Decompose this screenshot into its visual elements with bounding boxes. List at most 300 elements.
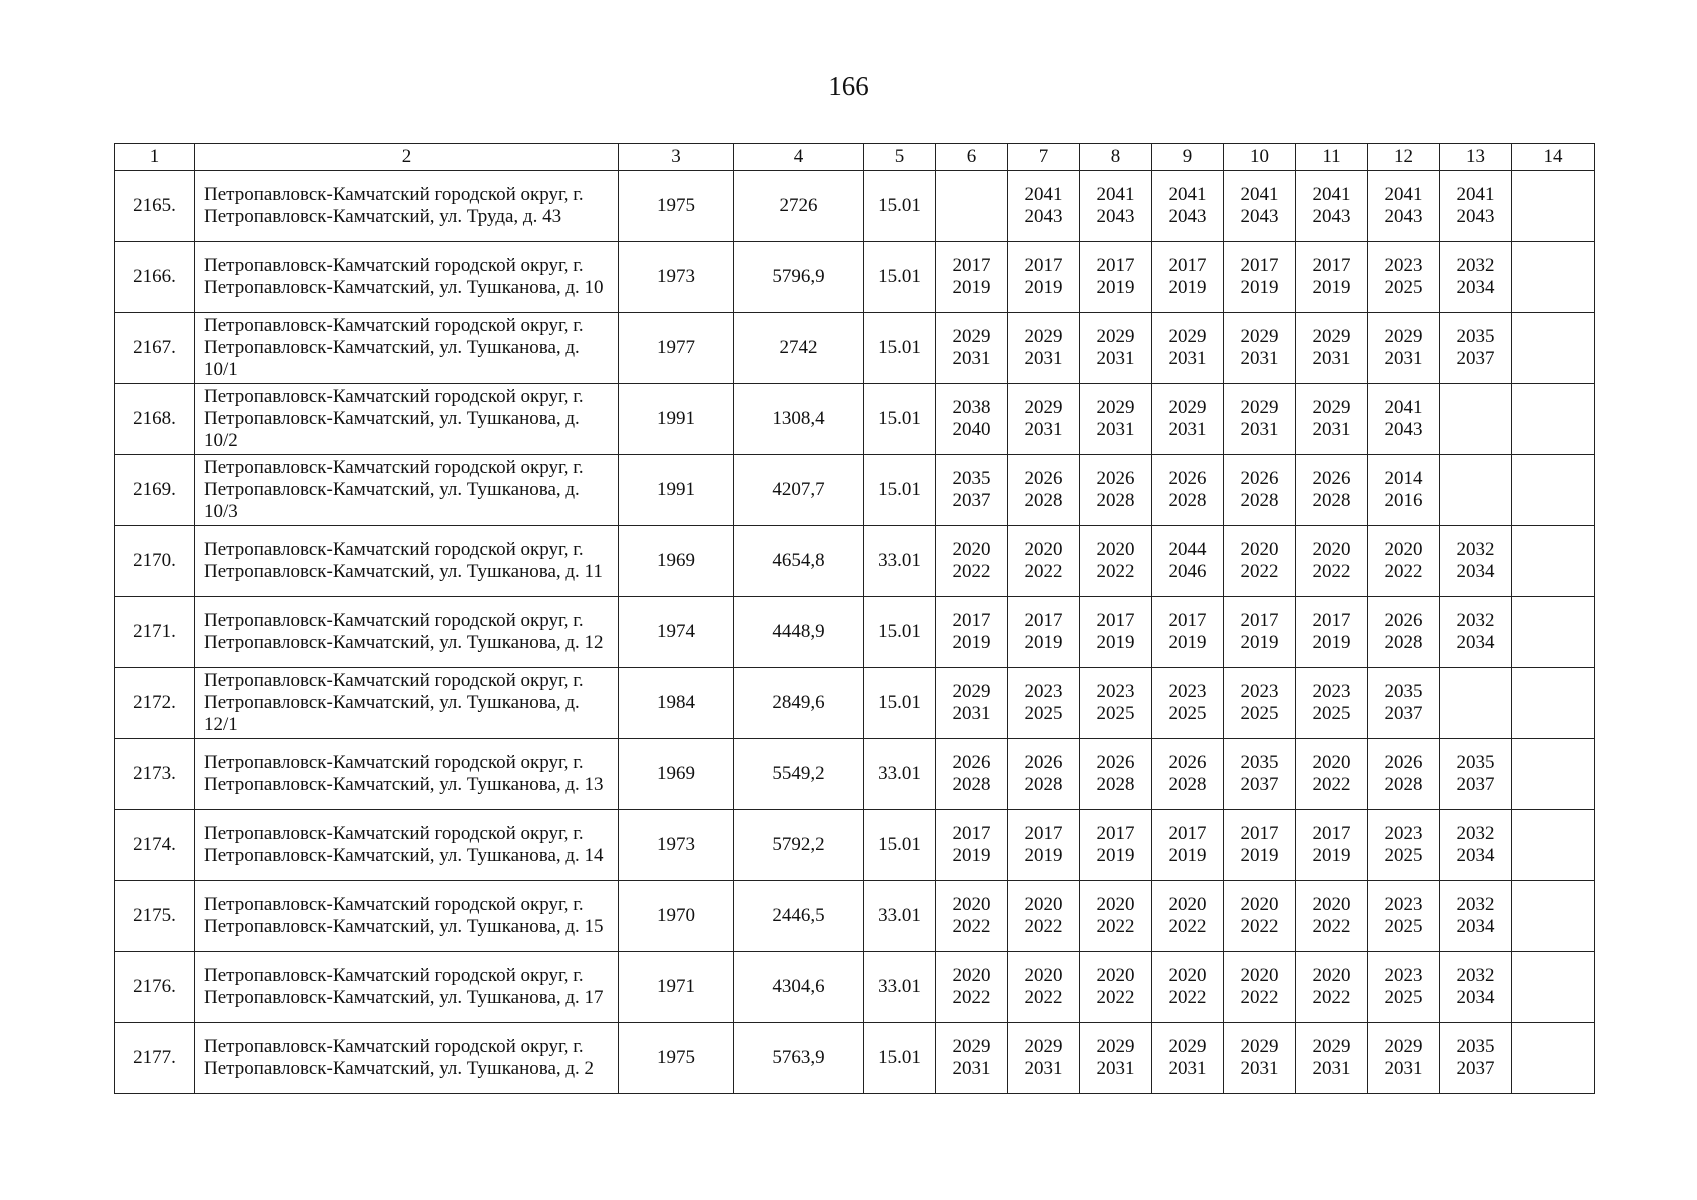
build-year-cell: 1970 — [619, 881, 734, 952]
period-end-year: 2040 — [952, 419, 991, 440]
row-number-cell: 2168. — [115, 384, 195, 455]
area-cell: 5763,9 — [734, 1023, 864, 1094]
period-end-year: 2043 — [1096, 206, 1135, 227]
build-year-cell: 1974 — [619, 597, 734, 668]
period-end-year: 2028 — [1384, 774, 1423, 795]
period-start-year: 2020 — [1312, 539, 1351, 560]
period-cell — [1296, 597, 1368, 668]
period-start-year: 2041 — [1312, 184, 1351, 205]
build-year-cell: 1973 — [619, 810, 734, 881]
period-cell — [1008, 597, 1080, 668]
period-end-year: 2022 — [1096, 561, 1135, 582]
period-cell — [1224, 810, 1296, 881]
code-cell: 15.01 — [864, 242, 936, 313]
period-end-year: 2022 — [1312, 987, 1351, 1008]
period-start-year: 2023 — [1168, 681, 1207, 702]
period-end-year: 2019 — [952, 845, 991, 866]
period-start-year: 2020 — [952, 539, 991, 560]
address-cell: Петропавловск-Камчатский городской округ, г. Петропавловск-Камчатский, ул. Тушканова, д. 12 — [195, 597, 619, 668]
period-start-year: 2017 — [1312, 255, 1351, 276]
period-start-year: 2017 — [1168, 823, 1207, 844]
column-number-header: 13 — [1440, 144, 1512, 171]
period-cell — [1296, 810, 1368, 881]
address-cell: Петропавловск-Камчатский городской округ, г. Петропавловск-Камчатский, ул. Тушканова, д. 10 — [195, 242, 619, 313]
period-start-year: 2023 — [1240, 681, 1279, 702]
period-cell — [1152, 810, 1224, 881]
period-cell — [1008, 881, 1080, 952]
code-cell: 15.01 — [864, 597, 936, 668]
build-year-cell: 1975 — [619, 1023, 734, 1094]
address-cell: Петропавловск-Камчатский городской округ, г. Петропавловск-Камчатский, ул. Тушканова, д. 17 — [195, 952, 619, 1023]
period-start-year: 2029 — [1096, 397, 1135, 418]
period-end-year: 2031 — [1096, 419, 1135, 440]
row-number-cell: 2176. — [115, 952, 195, 1023]
period-cell — [1152, 526, 1224, 597]
period-cell — [1368, 1023, 1440, 1094]
build-year-cell: 1969 — [619, 526, 734, 597]
period-end-year: 2022 — [1240, 987, 1279, 1008]
period-cell — [1080, 1023, 1152, 1094]
period-end-year: 2022 — [1312, 561, 1351, 582]
address-cell: Петропавловск-Камчатский городской округ, г. Петропавловск-Камчатский, ул. Труда, д. 43 — [195, 171, 619, 242]
period-start-year: 2029 — [1384, 326, 1423, 347]
period-end-year: 2028 — [1024, 774, 1063, 795]
period-cell — [1080, 313, 1152, 384]
period-cell — [1296, 952, 1368, 1023]
period-end-year: 2034 — [1456, 845, 1495, 866]
period-end-year: 2031 — [1384, 348, 1423, 369]
period-cell — [1224, 952, 1296, 1023]
period-cell — [1224, 384, 1296, 455]
period-cell — [1152, 952, 1224, 1023]
period-cell — [1368, 739, 1440, 810]
period-end-year: 2019 — [1096, 632, 1135, 653]
period-end-year: 2037 — [1456, 348, 1495, 369]
period-start-year: 2017 — [1024, 610, 1063, 631]
row-number-cell: 2165. — [115, 171, 195, 242]
period-cell — [1224, 739, 1296, 810]
period-start-year: 2023 — [1384, 255, 1423, 276]
period-start-year: 2029 — [1168, 1036, 1207, 1057]
period-start-year: 2020 — [1240, 539, 1279, 560]
period-start-year: 2017 — [1096, 255, 1135, 276]
period-start-year: 2026 — [1384, 752, 1423, 773]
period-end-year: 2022 — [1168, 987, 1207, 1008]
period-end-year: 2028 — [1024, 490, 1063, 511]
period-cell — [1512, 526, 1595, 597]
period-end-year: 2022 — [1024, 561, 1063, 582]
period-start-year: 2017 — [952, 823, 991, 844]
period-end-year: 2019 — [1240, 845, 1279, 866]
period-end-year: 2037 — [952, 490, 991, 511]
period-end-year: 2022 — [1096, 987, 1135, 1008]
period-start-year: 2041 — [1168, 184, 1207, 205]
period-cell — [1440, 455, 1512, 526]
period-cell — [1152, 313, 1224, 384]
area-cell: 1308,4 — [734, 384, 864, 455]
row-number-cell: 2177. — [115, 1023, 195, 1094]
code-cell: 15.01 — [864, 313, 936, 384]
period-start-year: 2020 — [1240, 965, 1279, 986]
period-cell — [936, 668, 1008, 739]
period-cell — [1440, 313, 1512, 384]
period-start-year: 2041 — [1456, 184, 1495, 205]
period-end-year: 2034 — [1456, 561, 1495, 582]
table-row — [115, 881, 1595, 952]
period-end-year: 2034 — [1456, 987, 1495, 1008]
row-number-cell: 2169. — [115, 455, 195, 526]
period-cell — [1512, 952, 1595, 1023]
column-number-header: 7 — [1008, 144, 1080, 171]
period-cell — [1080, 242, 1152, 313]
row-number-cell: 2175. — [115, 881, 195, 952]
period-end-year: 2034 — [1456, 277, 1495, 298]
period-cell — [1008, 455, 1080, 526]
table-row — [115, 597, 1595, 668]
period-start-year: 2029 — [1096, 1036, 1135, 1057]
period-start-year: 2029 — [1168, 397, 1207, 418]
period-start-year: 2026 — [1312, 468, 1351, 489]
period-end-year: 2022 — [1312, 916, 1351, 937]
period-start-year: 2029 — [1384, 1036, 1423, 1057]
area-cell: 2849,6 — [734, 668, 864, 739]
period-cell — [1440, 384, 1512, 455]
code-cell: 33.01 — [864, 739, 936, 810]
address-cell: Петропавловск-Камчатский городской округ, г. Петропавловск-Камчатский, ул. Тушканова, д. 11 — [195, 526, 619, 597]
period-start-year: 2035 — [1384, 681, 1423, 702]
period-end-year: 2034 — [1456, 632, 1495, 653]
period-start-year: 2029 — [1240, 1036, 1279, 1057]
table-row — [115, 455, 1595, 526]
period-cell — [1152, 1023, 1224, 1094]
period-start-year: 2029 — [1168, 326, 1207, 347]
code-cell: 15.01 — [864, 810, 936, 881]
period-cell — [1296, 739, 1368, 810]
period-end-year: 2031 — [1096, 1058, 1135, 1079]
period-start-year: 2029 — [952, 681, 991, 702]
period-cell — [1368, 313, 1440, 384]
period-start-year: 2017 — [1312, 610, 1351, 631]
period-cell — [1008, 171, 1080, 242]
period-start-year: 2026 — [1096, 752, 1135, 773]
table-row — [115, 242, 1595, 313]
period-start-year: 2038 — [952, 397, 991, 418]
period-end-year: 2028 — [1096, 490, 1135, 511]
period-start-year: 2026 — [1384, 610, 1423, 631]
period-cell — [936, 171, 1008, 242]
area-cell: 5792,2 — [734, 810, 864, 881]
period-start-year: 2020 — [1096, 894, 1135, 915]
code-cell: 33.01 — [864, 952, 936, 1023]
table-body — [115, 144, 1595, 1094]
period-end-year: 2028 — [1168, 774, 1207, 795]
period-end-year: 2022 — [952, 987, 991, 1008]
period-cell — [1224, 242, 1296, 313]
period-start-year: 2023 — [1384, 965, 1423, 986]
period-start-year: 2035 — [952, 468, 991, 489]
period-start-year: 2029 — [1240, 326, 1279, 347]
period-end-year: 2031 — [1024, 348, 1063, 369]
period-start-year: 2017 — [1024, 255, 1063, 276]
build-year-cell: 1991 — [619, 455, 734, 526]
period-cell — [1008, 242, 1080, 313]
period-end-year: 2019 — [1240, 632, 1279, 653]
period-cell — [1080, 739, 1152, 810]
period-end-year: 2022 — [1024, 987, 1063, 1008]
period-cell — [1440, 526, 1512, 597]
build-year-cell: 1984 — [619, 668, 734, 739]
period-end-year: 2019 — [1312, 632, 1351, 653]
period-end-year: 2022 — [1024, 916, 1063, 937]
code-cell: 15.01 — [864, 1023, 936, 1094]
period-end-year: 2022 — [1384, 561, 1423, 582]
period-start-year: 2020 — [1024, 894, 1063, 915]
period-end-year: 2019 — [952, 632, 991, 653]
build-year-cell: 1991 — [619, 384, 734, 455]
period-start-year: 2026 — [1024, 468, 1063, 489]
build-year-cell: 1975 — [619, 171, 734, 242]
period-start-year: 2017 — [952, 255, 991, 276]
period-end-year: 2031 — [1168, 419, 1207, 440]
period-start-year: 2026 — [1024, 752, 1063, 773]
period-cell — [1008, 810, 1080, 881]
period-cell — [1008, 739, 1080, 810]
period-start-year: 2017 — [1168, 610, 1207, 631]
period-cell — [1008, 526, 1080, 597]
period-start-year: 2020 — [1168, 894, 1207, 915]
period-cell — [1080, 597, 1152, 668]
period-end-year: 2022 — [1240, 561, 1279, 582]
period-start-year: 2032 — [1456, 539, 1495, 560]
period-end-year: 2043 — [1240, 206, 1279, 227]
period-end-year: 2019 — [1168, 845, 1207, 866]
row-number-cell: 2171. — [115, 597, 195, 668]
period-end-year: 2019 — [1096, 845, 1135, 866]
period-cell — [1152, 455, 1224, 526]
period-cell — [1152, 384, 1224, 455]
period-start-year: 2041 — [1024, 184, 1063, 205]
period-start-year: 2041 — [1384, 184, 1423, 205]
period-end-year: 2043 — [1384, 419, 1423, 440]
period-start-year: 2020 — [1240, 894, 1279, 915]
table-row — [115, 952, 1595, 1023]
period-cell — [1512, 1023, 1595, 1094]
period-start-year: 2017 — [952, 610, 991, 631]
period-cell — [936, 526, 1008, 597]
period-cell — [1152, 881, 1224, 952]
period-cell — [1368, 384, 1440, 455]
period-start-year: 2020 — [1312, 965, 1351, 986]
build-year-cell: 1973 — [619, 242, 734, 313]
period-cell — [1080, 384, 1152, 455]
period-cell — [1512, 384, 1595, 455]
period-end-year: 2043 — [1456, 206, 1495, 227]
area-cell: 2446,5 — [734, 881, 864, 952]
period-start-year: 2020 — [1024, 965, 1063, 986]
column-number-header: 9 — [1152, 144, 1224, 171]
table-row — [115, 668, 1595, 739]
period-cell — [1152, 597, 1224, 668]
period-end-year: 2025 — [1024, 703, 1063, 724]
period-end-year: 2043 — [1024, 206, 1063, 227]
build-year-cell: 1969 — [619, 739, 734, 810]
period-cell — [1224, 881, 1296, 952]
period-cell — [1368, 455, 1440, 526]
period-start-year: 2044 — [1168, 539, 1207, 560]
period-cell — [936, 881, 1008, 952]
period-cell — [1008, 384, 1080, 455]
period-start-year: 2032 — [1456, 894, 1495, 915]
period-start-year: 2020 — [1168, 965, 1207, 986]
period-cell — [1080, 455, 1152, 526]
period-end-year: 2043 — [1384, 206, 1423, 227]
period-cell — [1296, 1023, 1368, 1094]
period-end-year: 2019 — [952, 277, 991, 298]
period-cell — [1368, 171, 1440, 242]
period-cell — [1368, 526, 1440, 597]
code-cell: 15.01 — [864, 668, 936, 739]
build-year-cell: 1977 — [619, 313, 734, 384]
period-cell — [1512, 739, 1595, 810]
area-cell: 4448,9 — [734, 597, 864, 668]
period-start-year: 2029 — [1312, 1036, 1351, 1057]
period-start-year: 2029 — [1312, 326, 1351, 347]
period-start-year: 2035 — [1240, 752, 1279, 773]
period-cell — [1152, 668, 1224, 739]
address-cell: Петропавловск-Камчатский городской округ, г. Петропавловск-Камчатский, ул. Тушканова, д. 12/1 — [195, 668, 619, 739]
period-start-year: 2035 — [1456, 1036, 1495, 1057]
area-cell: 5549,2 — [734, 739, 864, 810]
table-row — [115, 1023, 1595, 1094]
period-start-year: 2029 — [952, 326, 991, 347]
period-end-year: 2031 — [1312, 419, 1351, 440]
period-end-year: 2019 — [1312, 277, 1351, 298]
period-end-year: 2025 — [1384, 916, 1423, 937]
code-cell: 15.01 — [864, 455, 936, 526]
period-cell — [1368, 881, 1440, 952]
registry-table — [114, 143, 1595, 1094]
period-end-year: 2019 — [1168, 632, 1207, 653]
area-cell: 4654,8 — [734, 526, 864, 597]
period-end-year: 2031 — [1024, 1058, 1063, 1079]
column-number-header: 5 — [864, 144, 936, 171]
period-cell — [1296, 171, 1368, 242]
column-number-header: 2 — [195, 144, 619, 171]
period-end-year: 2034 — [1456, 916, 1495, 937]
period-end-year: 2019 — [1312, 845, 1351, 866]
period-end-year: 2031 — [1384, 1058, 1423, 1079]
period-end-year: 2019 — [1024, 845, 1063, 866]
period-start-year: 2017 — [1096, 610, 1135, 631]
period-cell — [1296, 881, 1368, 952]
period-cell — [1224, 171, 1296, 242]
page-number: 166 — [828, 71, 869, 101]
period-start-year: 2029 — [1024, 326, 1063, 347]
period-cell — [1512, 668, 1595, 739]
period-cell — [1368, 242, 1440, 313]
column-number-header: 6 — [936, 144, 1008, 171]
period-cell — [1152, 171, 1224, 242]
table-row — [115, 313, 1595, 384]
period-cell — [1296, 526, 1368, 597]
address-cell: Петропавловск-Камчатский городской округ, г. Петропавловск-Камчатский, ул. Тушканова, д. 10/2 — [195, 384, 619, 455]
period-cell — [1080, 668, 1152, 739]
period-end-year: 2031 — [952, 703, 991, 724]
period-cell — [1440, 810, 1512, 881]
period-end-year: 2022 — [952, 916, 991, 937]
period-cell — [1440, 739, 1512, 810]
period-end-year: 2031 — [1240, 348, 1279, 369]
period-end-year: 2037 — [1456, 1058, 1495, 1079]
period-end-year: 2025 — [1384, 845, 1423, 866]
address-cell: Петропавловск-Камчатский городской округ, г. Петропавловск-Камчатский, ул. Тушканова, д. 15 — [195, 881, 619, 952]
period-cell — [936, 810, 1008, 881]
period-cell — [1512, 171, 1595, 242]
period-start-year: 2020 — [952, 894, 991, 915]
period-end-year: 2028 — [1384, 632, 1423, 653]
period-cell — [1224, 455, 1296, 526]
address-cell: Петропавловск-Камчатский городской округ, г. Петропавловск-Камчатский, ул. Тушканова, д. 13 — [195, 739, 619, 810]
period-cell — [1368, 810, 1440, 881]
period-cell — [1080, 952, 1152, 1023]
period-start-year: 2029 — [1024, 397, 1063, 418]
period-end-year: 2031 — [1168, 348, 1207, 369]
period-cell — [1008, 1023, 1080, 1094]
period-end-year: 2022 — [1168, 916, 1207, 937]
period-cell — [1152, 242, 1224, 313]
period-cell — [936, 952, 1008, 1023]
period-cell — [1512, 242, 1595, 313]
period-end-year: 2022 — [952, 561, 991, 582]
code-cell: 15.01 — [864, 384, 936, 455]
period-start-year: 2020 — [1312, 752, 1351, 773]
row-number-cell: 2167. — [115, 313, 195, 384]
period-cell — [1512, 881, 1595, 952]
period-end-year: 2028 — [1312, 490, 1351, 511]
period-cell — [1368, 597, 1440, 668]
period-cell — [1440, 668, 1512, 739]
column-number-header: 3 — [619, 144, 734, 171]
period-cell — [1080, 171, 1152, 242]
table-row — [115, 526, 1595, 597]
address-cell: Петропавловск-Камчатский городской округ, г. Петропавловск-Камчатский, ул. Тушканова, д. 10/3 — [195, 455, 619, 526]
period-start-year: 2023 — [1384, 894, 1423, 915]
period-end-year: 2037 — [1456, 774, 1495, 795]
period-end-year: 2016 — [1384, 490, 1423, 511]
period-end-year: 2028 — [1240, 490, 1279, 511]
period-end-year: 2031 — [1024, 419, 1063, 440]
period-end-year: 2031 — [1168, 1058, 1207, 1079]
period-end-year: 2031 — [952, 1058, 991, 1079]
period-end-year: 2028 — [1168, 490, 1207, 511]
period-end-year: 2046 — [1168, 561, 1207, 582]
period-start-year: 2032 — [1456, 965, 1495, 986]
column-number-header: 14 — [1512, 144, 1595, 171]
period-start-year: 2017 — [1096, 823, 1135, 844]
area-cell: 5796,9 — [734, 242, 864, 313]
code-cell: 33.01 — [864, 526, 936, 597]
period-start-year: 2032 — [1456, 610, 1495, 631]
period-cell — [1512, 313, 1595, 384]
row-number-cell: 2170. — [115, 526, 195, 597]
period-cell — [936, 1023, 1008, 1094]
period-cell — [1080, 810, 1152, 881]
column-number-header: 11 — [1296, 144, 1368, 171]
period-start-year: 2020 — [1096, 965, 1135, 986]
period-end-year: 2028 — [1096, 774, 1135, 795]
address-cell: Петропавловск-Камчатский городской округ, г. Петропавловск-Камчатский, ул. Тушканова, д. 2 — [195, 1023, 619, 1094]
period-end-year: 2025 — [1168, 703, 1207, 724]
